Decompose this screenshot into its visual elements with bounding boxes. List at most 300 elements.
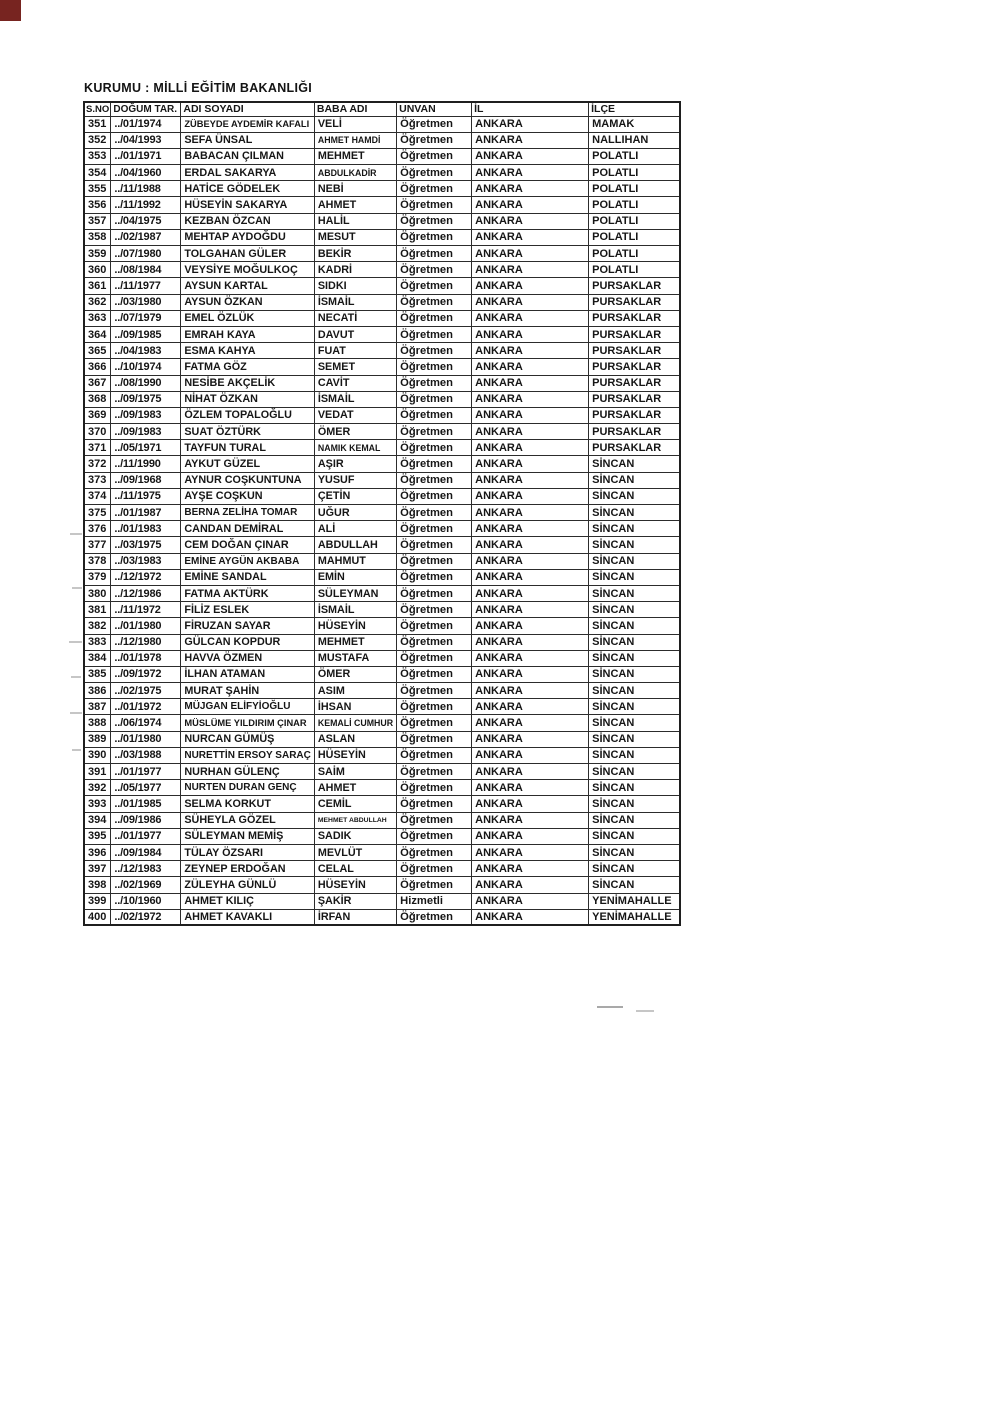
cell-father-name: ABDULKADİR [314,165,396,181]
cell-full-name: CEM DOĞAN ÇINAR [181,537,315,553]
cell-full-name: ERDAL SAKARYA [181,165,315,181]
cell-birth-date: ../01/1987 [111,505,181,521]
table-row [84,828,680,844]
cell-serial-no: 355 [84,181,111,197]
scan-artifact [70,533,82,535]
cell-district: YENİMAHALLE [589,909,680,925]
cell-title: Öğretmen [397,343,472,359]
cell-province: ANKARA [472,505,589,521]
cell-birth-date: ../02/1969 [111,877,181,893]
cell-serial-no: 357 [84,213,111,229]
cell-father-name: ÖMER [314,666,396,682]
cell-province: ANKARA [472,877,589,893]
cell-title: Öğretmen [397,488,472,504]
cell-father-name: MUSTAFA [314,650,396,666]
cell-district: POLATLI [589,213,680,229]
cell-father-name: MEHMET [314,634,396,650]
cell-birth-date: ../07/1980 [111,246,181,262]
cell-full-name: FİRUZAN SAYAR [181,618,315,634]
cell-province: ANKARA [472,683,589,699]
cell-serial-no: 399 [84,893,111,909]
table-row [84,812,680,828]
cell-title: Öğretmen [397,844,472,860]
cell-birth-date: ../09/1986 [111,812,181,828]
cell-title: Öğretmen [397,326,472,342]
cell-district: YENİMAHALLE [589,893,680,909]
table-row [84,148,680,164]
cell-father-name: HÜSEYİN [314,877,396,893]
cell-province: ANKARA [472,731,589,747]
cell-district: SİNCAN [589,521,680,537]
table-row [84,699,680,715]
cell-father-name: NEBİ [314,181,396,197]
cell-province: ANKARA [472,456,589,472]
table-row [84,181,680,197]
cell-province: ANKARA [472,229,589,245]
cell-district: POLATLI [589,229,680,245]
table-row [84,326,680,342]
cell-district: PURSAKLAR [589,343,680,359]
cell-father-name: İRFAN [314,909,396,925]
cell-full-name: VEYSİYE MOĞULKOÇ [181,262,315,278]
cell-title: Öğretmen [397,132,472,148]
cell-full-name: SÜHEYLA GÖZEL [181,812,315,828]
document-kurumu-title: KURUMU : MİLLİ EĞİTİM BAKANLIĞI [84,81,313,95]
cell-serial-no: 359 [84,246,111,262]
table-row [84,780,680,796]
cell-province: ANKARA [472,375,589,391]
table-row [84,650,680,666]
personnel-table [83,101,681,926]
cell-province: ANKARA [472,424,589,440]
cell-full-name: TÜLAY ÖZSARI [181,844,315,860]
cell-birth-date: ../01/1983 [111,521,181,537]
scan-artifact [71,676,81,678]
cell-birth-date: ../09/1984 [111,844,181,860]
scan-artifact [597,1006,623,1008]
cell-district: PURSAKLAR [589,407,680,423]
cell-province: ANKARA [472,618,589,634]
table-row [84,197,680,213]
table-row [84,488,680,504]
cell-title: Öğretmen [397,310,472,326]
cell-title: Öğretmen [397,116,472,132]
cell-serial-no: 356 [84,197,111,213]
cell-full-name: BABACAN ÇILMAN [181,148,315,164]
cell-serial-no: 365 [84,343,111,359]
table-row [84,537,680,553]
cell-province: ANKARA [472,407,589,423]
cell-serial-no: 370 [84,424,111,440]
cell-serial-no: 385 [84,666,111,682]
table-row [84,796,680,812]
cell-father-name: MEVLÜT [314,844,396,860]
cell-birth-date: ../11/1977 [111,278,181,294]
cell-full-name: BERNA ZELİHA TOMAR [181,505,315,521]
table-row [84,359,680,375]
cell-birth-date: ../11/1975 [111,488,181,504]
table-row [84,618,680,634]
table-row [84,310,680,326]
cell-district: SİNCAN [589,844,680,860]
cell-birth-date: ../02/1972 [111,909,181,925]
cell-district: SİNCAN [589,618,680,634]
cell-title: Öğretmen [397,521,472,537]
table-row [84,132,680,148]
cell-birth-date: ../11/1988 [111,181,181,197]
cell-full-name: ZEYNEP ERDOĞAN [181,861,315,877]
cell-father-name: AŞIR [314,456,396,472]
cell-province: ANKARA [472,650,589,666]
cell-birth-date: ../02/1987 [111,229,181,245]
cell-full-name: NURTEN DURAN GENÇ [181,780,315,796]
cell-father-name: HÜSEYİN [314,747,396,763]
cell-birth-date: ../04/1960 [111,165,181,181]
cell-title: Öğretmen [397,553,472,569]
cell-birth-date: ../10/1974 [111,359,181,375]
cell-serial-no: 368 [84,391,111,407]
cell-district: SİNCAN [589,812,680,828]
cell-full-name: AHMET KAVAKLI [181,909,315,925]
scan-artifact [69,641,82,643]
cell-province: ANKARA [472,747,589,763]
cell-father-name: ÇETİN [314,488,396,504]
table-row [84,731,680,747]
cell-serial-no: 358 [84,229,111,245]
cell-serial-no: 374 [84,488,111,504]
cell-serial-no: 362 [84,294,111,310]
cell-full-name: SÜLEYMAN MEMİŞ [181,828,315,844]
table-row [84,521,680,537]
table-row [84,424,680,440]
cell-title: Hizmetli [397,893,472,909]
column-header-4: UNVAN [397,102,472,116]
cell-serial-no: 387 [84,699,111,715]
cell-serial-no: 382 [84,618,111,634]
cell-father-name: ABDULLAH [314,537,396,553]
cell-serial-no: 400 [84,909,111,925]
cell-province: ANKARA [472,326,589,342]
cell-birth-date: ../08/1984 [111,262,181,278]
cell-province: ANKARA [472,488,589,504]
cell-province: ANKARA [472,132,589,148]
cell-title: Öğretmen [397,618,472,634]
cell-father-name: HÜSEYİN [314,618,396,634]
cell-district: POLATLI [589,165,680,181]
cell-birth-date: ../01/1980 [111,731,181,747]
cell-full-name: EMRAH KAYA [181,326,315,342]
cell-title: Öğretmen [397,537,472,553]
cell-district: SİNCAN [589,553,680,569]
cell-serial-no: 372 [84,456,111,472]
table-row [84,715,680,731]
cell-title: Öğretmen [397,213,472,229]
cell-father-name: SEMET [314,359,396,375]
table-row [84,213,680,229]
cell-province: ANKARA [472,634,589,650]
cell-father-name: ASIM [314,683,396,699]
cell-father-name: ÖMER [314,424,396,440]
table-row [84,634,680,650]
cell-province: ANKARA [472,181,589,197]
cell-full-name: ÖZLEM TOPALOĞLU [181,407,315,423]
cell-district: PURSAKLAR [589,294,680,310]
cell-district: SİNCAN [589,715,680,731]
cell-serial-no: 363 [84,310,111,326]
table-row [84,909,680,925]
cell-full-name: SUAT ÖZTÜRK [181,424,315,440]
cell-title: Öğretmen [397,456,472,472]
cell-full-name: ZÜLEYHA GÜNLÜ [181,877,315,893]
cell-serial-no: 395 [84,828,111,844]
cell-title: Öğretmen [397,683,472,699]
cell-serial-no: 379 [84,569,111,585]
cell-district: PURSAKLAR [589,310,680,326]
cell-father-name: İHSAN [314,699,396,715]
cell-province: ANKARA [472,569,589,585]
cell-father-name: MESUT [314,229,396,245]
cell-full-name: NURHAN GÜLENÇ [181,764,315,780]
cell-serial-no: 394 [84,812,111,828]
cell-birth-date: ../01/1977 [111,764,181,780]
table-row [84,602,680,618]
column-header-2: ADI SOYADI [181,102,315,116]
cell-serial-no: 384 [84,650,111,666]
cell-province: ANKARA [472,440,589,456]
cell-title: Öğretmen [397,796,472,812]
cell-province: ANKARA [472,602,589,618]
cell-full-name: MEHTAP AYDOĞDU [181,229,315,245]
cell-full-name: MÜSLÜME YILDIRIM ÇINAR [181,715,315,731]
cell-father-name: CELAL [314,861,396,877]
cell-district: SİNCAN [589,585,680,601]
cell-title: Öğretmen [397,634,472,650]
cell-full-name: EMEL ÖZLÜK [181,310,315,326]
cell-father-name: VEDAT [314,407,396,423]
table-row [84,440,680,456]
table-row [84,375,680,391]
cell-birth-date: ../12/1986 [111,585,181,601]
cell-full-name: HÜSEYİN SAKARYA [181,197,315,213]
scan-artifact [72,587,82,589]
table-row [84,456,680,472]
cell-district: SİNCAN [589,505,680,521]
cell-full-name: AYŞE COŞKUN [181,488,315,504]
cell-full-name: MÜJGAN ELİFYİOĞLU [181,699,315,715]
cell-father-name: MEHMET ABDULLAH [314,812,396,828]
cell-title: Öğretmen [397,197,472,213]
cell-province: ANKARA [472,246,589,262]
cell-serial-no: 369 [84,407,111,423]
cell-district: SİNCAN [589,796,680,812]
cell-province: ANKARA [472,699,589,715]
cell-full-name: FATMA GÖZ [181,359,315,375]
cell-father-name: EMİN [314,569,396,585]
cell-serial-no: 381 [84,602,111,618]
table-row [84,343,680,359]
cell-full-name: TOLGAHAN GÜLER [181,246,315,262]
cell-title: Öğretmen [397,262,472,278]
cell-province: ANKARA [472,666,589,682]
cell-father-name: MAHMUT [314,553,396,569]
cell-full-name: TAYFUN TURAL [181,440,315,456]
cell-birth-date: ../06/1974 [111,715,181,731]
cell-birth-date: ../02/1975 [111,683,181,699]
cell-district: SİNCAN [589,569,680,585]
table-row [84,229,680,245]
cell-title: Öğretmen [397,505,472,521]
cell-birth-date: ../01/1985 [111,796,181,812]
cell-serial-no: 392 [84,780,111,796]
cell-full-name: ZÜBEYDE AYDEMİR KAFALI [181,116,315,132]
cell-birth-date: ../12/1983 [111,861,181,877]
cell-title: Öğretmen [397,812,472,828]
cell-birth-date: ../03/1988 [111,747,181,763]
cell-province: ANKARA [472,262,589,278]
cell-birth-date: ../11/1992 [111,197,181,213]
cell-district: SİNCAN [589,634,680,650]
cell-province: ANKARA [472,359,589,375]
cell-province: ANKARA [472,844,589,860]
personnel-table-body [84,116,680,925]
cell-father-name: İSMAİL [314,391,396,407]
table-row [84,294,680,310]
cell-full-name: CANDAN DEMİRAL [181,521,315,537]
cell-father-name: DAVUT [314,326,396,342]
cell-birth-date: ../01/1980 [111,618,181,634]
cell-birth-date: ../03/1980 [111,294,181,310]
cell-province: ANKARA [472,197,589,213]
cell-district: POLATLI [589,181,680,197]
cell-district: SİNCAN [589,780,680,796]
table-row [84,877,680,893]
cell-full-name: MURAT ŞAHİN [181,683,315,699]
table-row [84,893,680,909]
cell-title: Öğretmen [397,165,472,181]
cell-province: ANKARA [472,537,589,553]
cell-full-name: AYKUT GÜZEL [181,456,315,472]
table-row [84,246,680,262]
cell-district: NALLIHAN [589,132,680,148]
cell-full-name: NESİBE AKÇELİK [181,375,315,391]
cell-title: Öğretmen [397,375,472,391]
cell-title: Öğretmen [397,666,472,682]
cell-serial-no: 366 [84,359,111,375]
cell-province: ANKARA [472,861,589,877]
cell-province: ANKARA [472,310,589,326]
cell-birth-date: ../11/1990 [111,456,181,472]
column-header-6: İLÇE [589,102,680,116]
cell-province: ANKARA [472,391,589,407]
cell-district: POLATLI [589,197,680,213]
scan-artifact [636,1010,654,1012]
table-row [84,747,680,763]
cell-serial-no: 393 [84,796,111,812]
cell-birth-date: ../11/1972 [111,602,181,618]
cell-province: ANKARA [472,148,589,164]
cell-serial-no: 389 [84,731,111,747]
cell-title: Öğretmen [397,181,472,197]
cell-full-name: İLHAN ATAMAN [181,666,315,682]
cell-district: SİNCAN [589,699,680,715]
cell-province: ANKARA [472,472,589,488]
cell-father-name: ALİ [314,521,396,537]
cell-district: SİNCAN [589,537,680,553]
cell-title: Öğretmen [397,359,472,375]
cell-serial-no: 386 [84,683,111,699]
cell-province: ANKARA [472,893,589,909]
table-row [84,764,680,780]
cell-full-name: AYNUR COŞKUNTUNA [181,472,315,488]
cell-district: MAMAK [589,116,680,132]
cell-district: SİNCAN [589,764,680,780]
table-row [84,861,680,877]
cell-district: PURSAKLAR [589,440,680,456]
cell-district: POLATLI [589,148,680,164]
cell-father-name: KEMALİ CUMHUR [314,715,396,731]
cell-serial-no: 351 [84,116,111,132]
cell-father-name: ŞAKİR [314,893,396,909]
cell-father-name: HALİL [314,213,396,229]
cell-birth-date: ../01/1971 [111,148,181,164]
cell-province: ANKARA [472,715,589,731]
table-row [84,278,680,294]
cell-serial-no: 376 [84,521,111,537]
cell-district: POLATLI [589,262,680,278]
column-header-3: BABA ADI [314,102,396,116]
cell-birth-date: ../12/1972 [111,569,181,585]
cell-district: SİNCAN [589,877,680,893]
cell-district: SİNCAN [589,456,680,472]
cell-full-name: FATMA AKTÜRK [181,585,315,601]
cell-title: Öğretmen [397,861,472,877]
cell-serial-no: 361 [84,278,111,294]
cell-district: SİNCAN [589,488,680,504]
cell-district: PURSAKLAR [589,391,680,407]
cell-province: ANKARA [472,764,589,780]
cell-birth-date: ../10/1960 [111,893,181,909]
cell-birth-date: ../04/1983 [111,343,181,359]
cell-father-name: İSMAİL [314,294,396,310]
cell-full-name: SELMA KORKUT [181,796,315,812]
cell-birth-date: ../01/1972 [111,699,181,715]
cell-full-name: HAVVA ÖZMEN [181,650,315,666]
cell-title: Öğretmen [397,585,472,601]
cell-district: POLATLI [589,246,680,262]
cell-full-name: AHMET KILIÇ [181,893,315,909]
cell-birth-date: ../09/1975 [111,391,181,407]
cell-title: Öğretmen [397,472,472,488]
cell-full-name: ESMA KAHYA [181,343,315,359]
cell-full-name: NİHAT ÖZKAN [181,391,315,407]
cell-full-name: HATİCE GÖDELEK [181,181,315,197]
cell-father-name: AHMET [314,197,396,213]
cell-birth-date: ../08/1990 [111,375,181,391]
cell-birth-date: ../01/1977 [111,828,181,844]
cell-serial-no: 398 [84,877,111,893]
cell-father-name: NAMIK KEMAL [314,440,396,456]
cell-serial-no: 364 [84,326,111,342]
cell-title: Öğretmen [397,715,472,731]
cell-province: ANKARA [472,828,589,844]
cell-father-name: SADIK [314,828,396,844]
scan-corner-mark [0,0,21,21]
cell-serial-no: 391 [84,764,111,780]
cell-full-name: NURETTİN ERSOY SARAÇ [181,747,315,763]
cell-father-name: AHMET HAMDİ [314,132,396,148]
cell-father-name: YUSUF [314,472,396,488]
table-row [84,165,680,181]
